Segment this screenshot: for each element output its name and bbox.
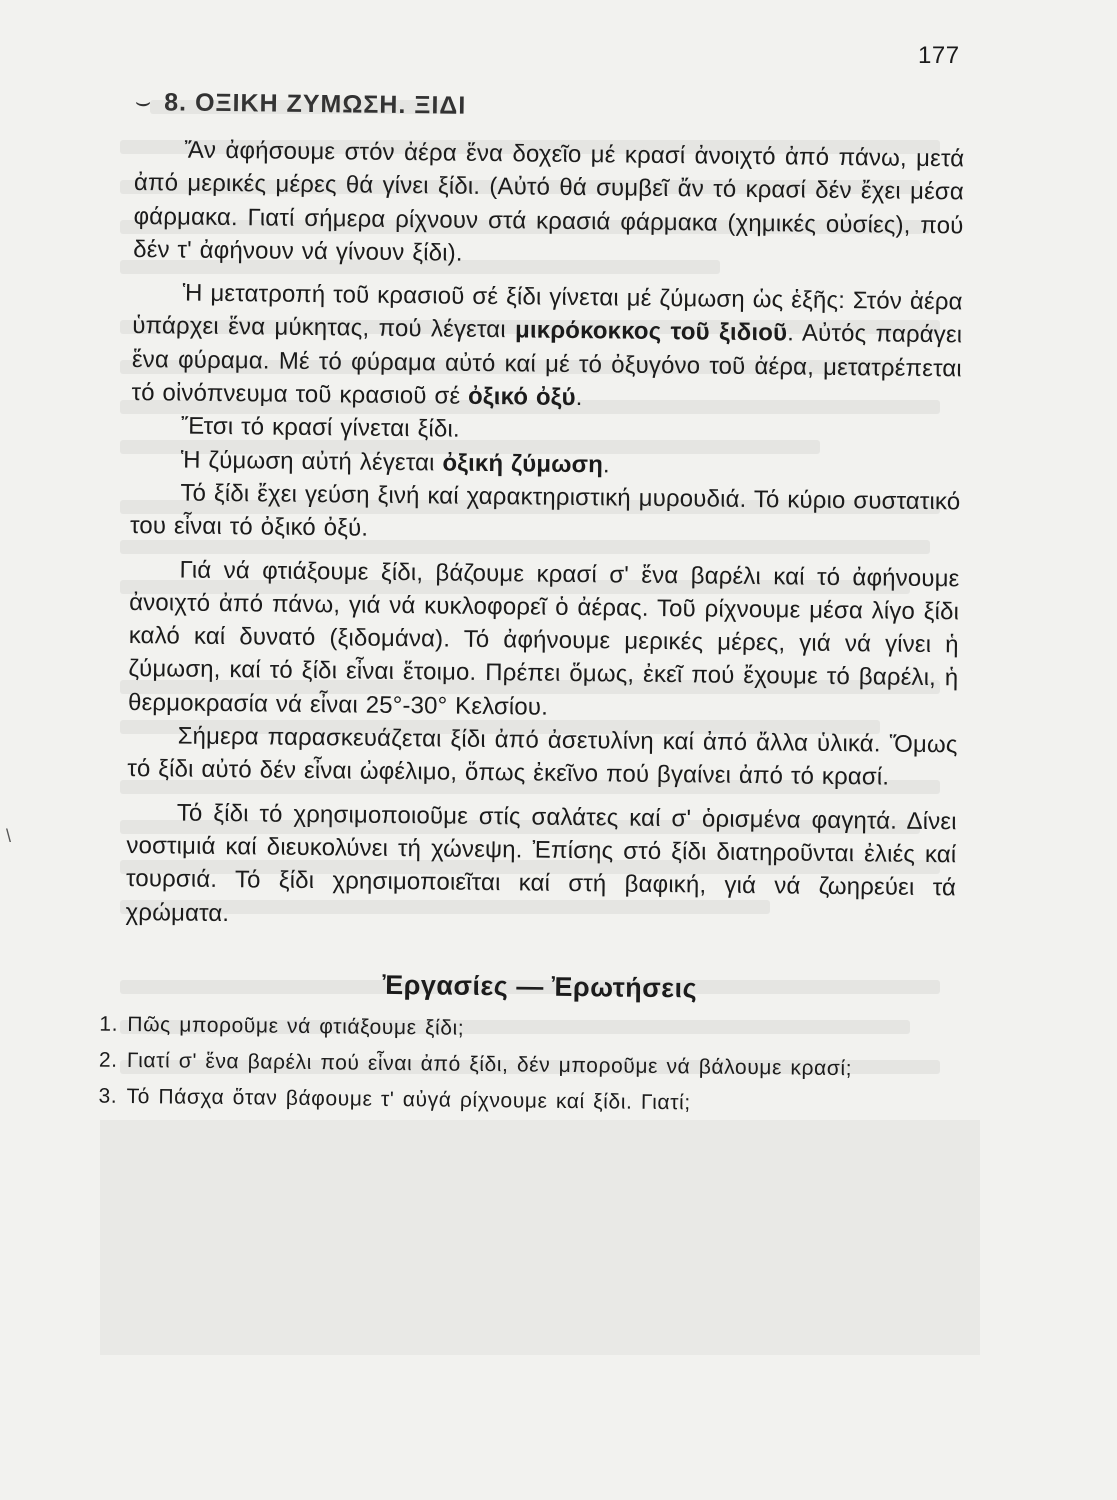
paragraph-2-text-3: . <box>575 384 583 412</box>
exercise-text: Τό Πάσχα ὅταν βάφουμε τ' αὐγά ρίχνουμε καί ξίδι. Γιατί; <box>126 1084 691 1115</box>
title-marker: ⌣ <box>134 88 153 117</box>
margin-mark: \ <box>6 826 12 846</box>
exercise-text: Πῶς μποροῦμε νά φτιάξουμε ξίδι; <box>127 1012 465 1040</box>
exercise-text: Γιατί σ' ἕνα βαρέλι πού εἶναι ἀπό ξίδι, δέν μποροῦμε νά βάλουμε κρασί; <box>126 1048 853 1081</box>
term-micrococcus: μικρόκοκκος τοῦ ξιδιοῦ <box>514 316 788 347</box>
page-number: 177 <box>918 42 960 69</box>
exercise-item <box>98 1080 953 1123</box>
paragraph-4-text-2: . <box>602 451 610 479</box>
term-acetic-acid: ὀξικό ὀξύ <box>467 382 576 412</box>
paragraph-4-text-1: Ἡ ζύμωση αὐτή λέγεται <box>180 446 443 477</box>
section-title-text: 8. ΟΞΙΚΗ ΖΥΜΩΣΗ. ΞΙΔΙ <box>164 88 467 120</box>
exercises-list <box>98 1008 954 1123</box>
paragraph-2-text-2: . Αὐτός παράγει ἕνα φύραμα. Μέ τό φύραμα αὐτό καί μέ τό ὀξυγόνο τοῦ ἀέρα, μετατρέπεται τό οἰνόπνευμα τοῦ κρασιοῦ σέ <box>131 319 963 410</box>
paragraph-5: Τό ξίδι ἔχει γεύση ξινή καί χαρακτηριστική μυρουδιά. Τό κύριο συστατικό του εἶναι τό ὀξικό ὀξύ. <box>129 479 961 542</box>
paragraph-8: Τό ξίδι τό χρησιμοποιοῦμε στίς σαλάτες καί σ' ὁρισμένα φαγητά. Δίνει νοστιμιά καί διευκολύνει τή χώνεψη. Ἐπίσης στό ξίδι διατηροῦνται ἐλιές καί τουρσιά. Τό ξίδι χρησιμοποιεῖται καί στή βαφική, γιά νά ζωηρεύει τά χρώματα. <box>125 799 957 927</box>
exercise-number: 2. <box>98 1048 118 1072</box>
grey-box-bleed <box>100 1120 980 1355</box>
page-content <box>98 88 965 1125</box>
exercises-title: Ἐργασίες — Ἐρωτήσεις <box>382 969 698 1004</box>
section-title <box>135 88 965 126</box>
paragraph-2-text-1: Ἡ μετατροπή τοῦ κρασιοῦ σέ ξίδι γίνεται μέ ζύμωση ὡς ἑξῆς: Στόν ἀέρα ὑπάρχει ἕνα μύκητας, πού λέγεται <box>132 279 963 344</box>
exercise-number: 1. <box>99 1012 119 1036</box>
exercise-number: 3. <box>98 1084 118 1108</box>
paragraph-7: Σήμερα παρασκευάζεται ξίδι ἀπό ἀσετυλίνη καί ἀπό ἄλλα ὑλικά. Ὅμως τό ξίδι αὐτό δέν εἶναι ὠφέλιμο, ὅπως ἐκεῖνο πού βγαίνει ἀπό τό κρασί. <box>127 722 958 791</box>
paragraph-3: Ἔτσι τό κρασί γίνεται ξίδι. <box>181 412 460 444</box>
paragraph-2 <box>131 276 962 419</box>
paragraph-6: Γιά νά φτιάξουμε ξίδι, βάζουμε κρασί σ' ἕνα βαρέλι καί τό ἀφήνουμε ἀνοιχτό ἀπό πάνω, γιά νά κυκλοφορεῖ ὁ ἀέρας. Τοῦ ρίχνουμε μέσα λίγο ξίδι καλό καί δυνατό (ξιδομάνα). Τό ἀφήνουμε μερικές μέρες, γιά νά γίνει ἡ ζύμωση, καί τό ξίδι εἶναι ἕτοιμο. Πρέπει ὅμως, ἐκεῖ πού ἔχουμε τό βαρέλι, ἡ θερμοκρασία νά εἶναι 25°-30° Κελσίου. <box>127 556 960 721</box>
term-acetic-fermentation: ὀξική ζύμωση <box>442 449 604 479</box>
paragraph-1: Ἄν ἀφήσουμε στόν ἀέρα ἕνα δοχεῖο μέ κρασί ἀνοιχτό ἀπό πάνω, μετά ἀπό μερικές μέρες θά γίνει ξίδι. (Αὐτό θά συμβεῖ ἄν τό κρασί δέν ἔχει μέσα φάρμακα. Γιατί σήμερα ρίχνουν στά κρασιά φάρμακα (χημικές οὐσίες), πού δέν τ' ἀφήνουν νά γίνουν ξίδι). <box>133 136 965 267</box>
